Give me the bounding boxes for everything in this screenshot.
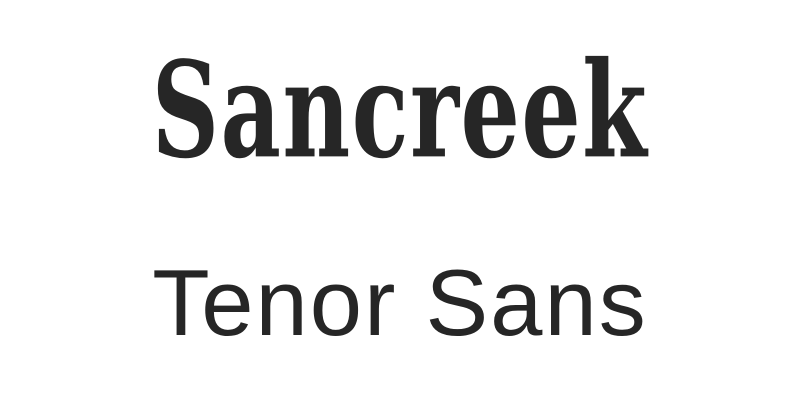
body-font-name: Tenor Sans (152, 250, 648, 355)
heading-font-name: Sancreek (151, 32, 649, 188)
